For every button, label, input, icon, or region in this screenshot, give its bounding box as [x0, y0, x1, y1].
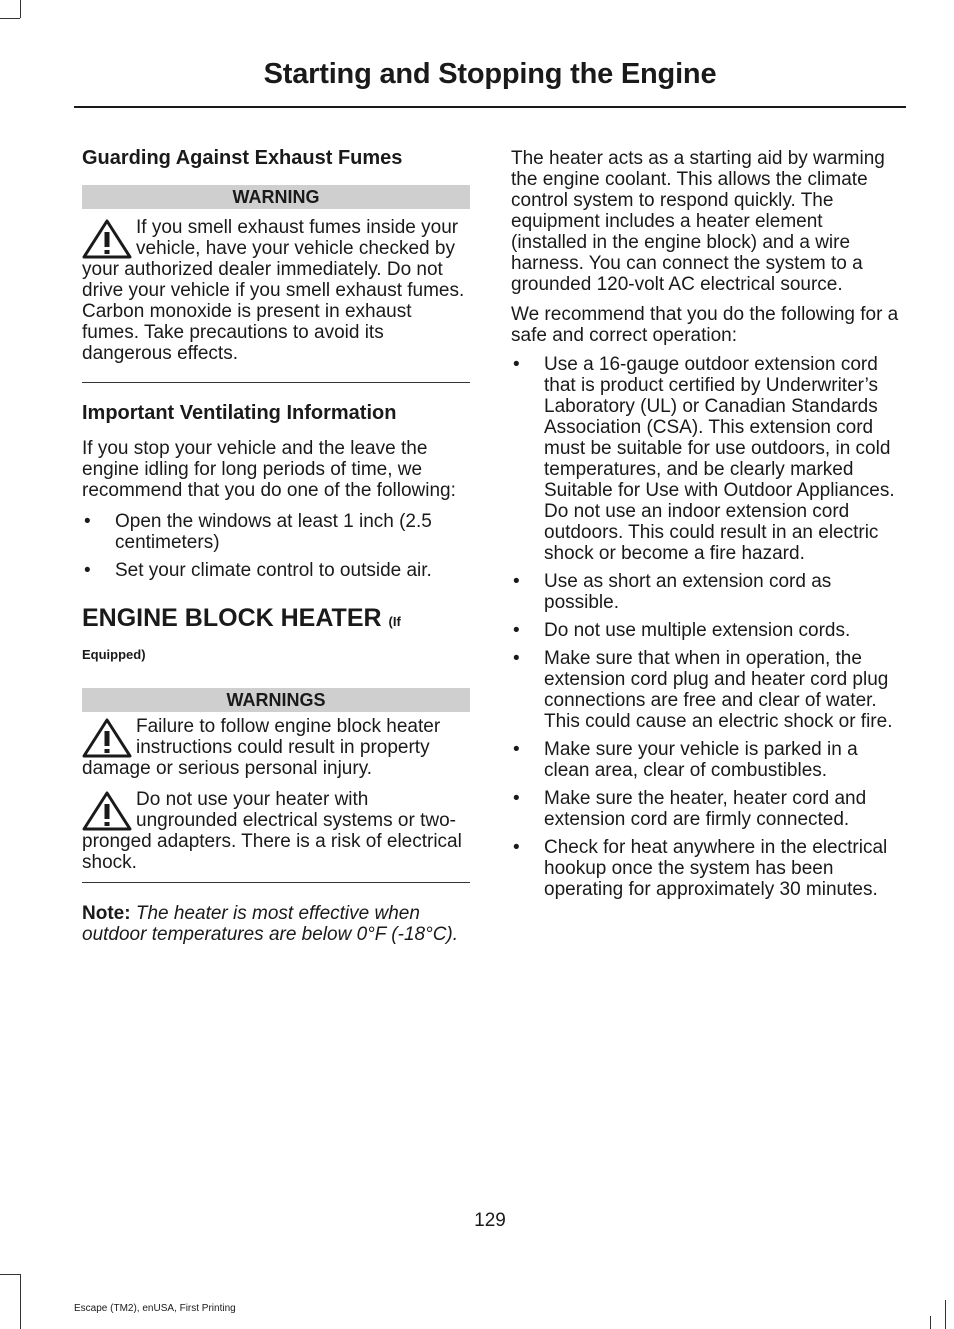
bullet: • — [84, 560, 91, 581]
bullet: • — [513, 648, 520, 669]
crop-mark — [930, 1316, 931, 1329]
list-item: • Do not use multiple extension cords. — [513, 620, 851, 641]
warning-triangle-icon — [82, 219, 132, 259]
heater-safety-list — [511, 354, 903, 900]
note-label: Note: — [82, 903, 131, 924]
warning-block-ungrounded — [82, 789, 470, 873]
right-column — [511, 146, 903, 900]
bullet: • — [513, 354, 520, 375]
list-item: • Make sure the heater, heater cord and extension cord are firmly connected. — [513, 788, 867, 830]
note-text: The heater is most effective when outdoor temperatures are below 0°F (-18°C). — [82, 903, 459, 945]
list-item: • Make sure your vehicle is parked in a clean area, clear of combustibles. — [513, 739, 858, 781]
divider — [82, 382, 470, 383]
warning-text-exhaust: If you smell exhaust fumes inside your vehicle, have your vehicle checked by your authorized dealer immediately. Do not drive your vehicle if you smell exhaust fumes. Carbon monoxide is present in exhaust fumes. Take precautions to avoid its dangerous effects. — [82, 217, 465, 364]
heater-description: The heater acts as a starting aid by warming the engine coolant. This allows the climate control system to respond quickly. The equipment includes a heater element (installed in the engine block) and a wire harness. You can connect the system to a grounded 120-volt AC electrical source. — [511, 148, 885, 295]
crop-mark — [20, 0, 21, 18]
crop-mark — [0, 1274, 20, 1275]
warning-block-heater-instructions — [82, 716, 470, 779]
left-column — [82, 146, 470, 945]
if-equipped-note: Equipped) — [82, 647, 146, 662]
warning-text-ungrounded: Do not use your heater with ungrounded electrical systems or two-pronged adapters. There is a risk of electrical shock. — [82, 789, 462, 873]
warning-block-exhaust — [82, 217, 470, 364]
crop-mark — [945, 1300, 946, 1329]
note — [82, 903, 470, 945]
recommendation-intro: We recommend that you do the following for a safe and correct operation: — [511, 304, 899, 346]
bullet: • — [513, 620, 520, 641]
list-item: • Check for heat anywhere in the electrical hookup once the system has been operating for approximately 30 minutes. — [513, 837, 888, 900]
page-title: Starting and Stopping the Engine — [263, 58, 717, 90]
warning-text-heater-instructions: Failure to follow engine block heater instructions could result in property damage or serious personal injury. — [82, 716, 441, 779]
list-item: • Make sure that when in operation, the extension cord plug and heater cord plug connections are free and clear of water. This could cause an electric shock or fire. — [513, 648, 893, 732]
footer-edition: Escape (TM2), enUSA, First Printing — [74, 1303, 236, 1314]
bullet: • — [84, 511, 91, 532]
page-number: 129 — [474, 1210, 506, 1231]
divider — [82, 882, 470, 883]
ventilating-intro: If you stop your vehicle and the leave the engine idling for long periods of time, we recommend that you do one of the following: — [82, 438, 456, 501]
list-item: • Use as short an extension cord as possible. — [513, 571, 832, 613]
ventilating-list — [82, 511, 470, 581]
list-item: • Set your climate control to outside air. — [84, 560, 432, 581]
warning-triangle-icon — [82, 718, 132, 758]
bullet: • — [513, 788, 520, 809]
section-heading-exhaust-fumes: Guarding Against Exhaust Fumes — [82, 147, 403, 169]
warning-label: WARNING — [82, 185, 470, 209]
bullet: • — [513, 837, 520, 858]
header-rule — [74, 106, 906, 108]
crop-mark — [0, 18, 20, 19]
list-item: • Open the windows at least 1 inch (2.5 centimeters) — [84, 511, 432, 553]
bullet: • — [513, 739, 520, 760]
section-heading-engine-block-heater: ENGINE BLOCK HEATER (If — [82, 604, 401, 632]
section-heading-ventilating: Important Ventilating Information — [82, 402, 397, 424]
list-item: • Use a 16-gauge outdoor extension cord that is product certified by Underwriter’s Laboratory (UL) or Canadian Standards Association (CSA). This extension cord must be suitable for use outdoors, in cold temperatures, and be clearly marked Suitable for Use with Outdoor Appliances. Do not use an indoor extension cord outdoors. This could result in an electric shock or become a fire hazard. — [513, 354, 895, 564]
warning-triangle-icon — [82, 791, 132, 831]
crop-mark — [20, 1274, 21, 1329]
bullet: • — [513, 571, 520, 592]
warnings-label: WARNINGS — [82, 688, 470, 712]
